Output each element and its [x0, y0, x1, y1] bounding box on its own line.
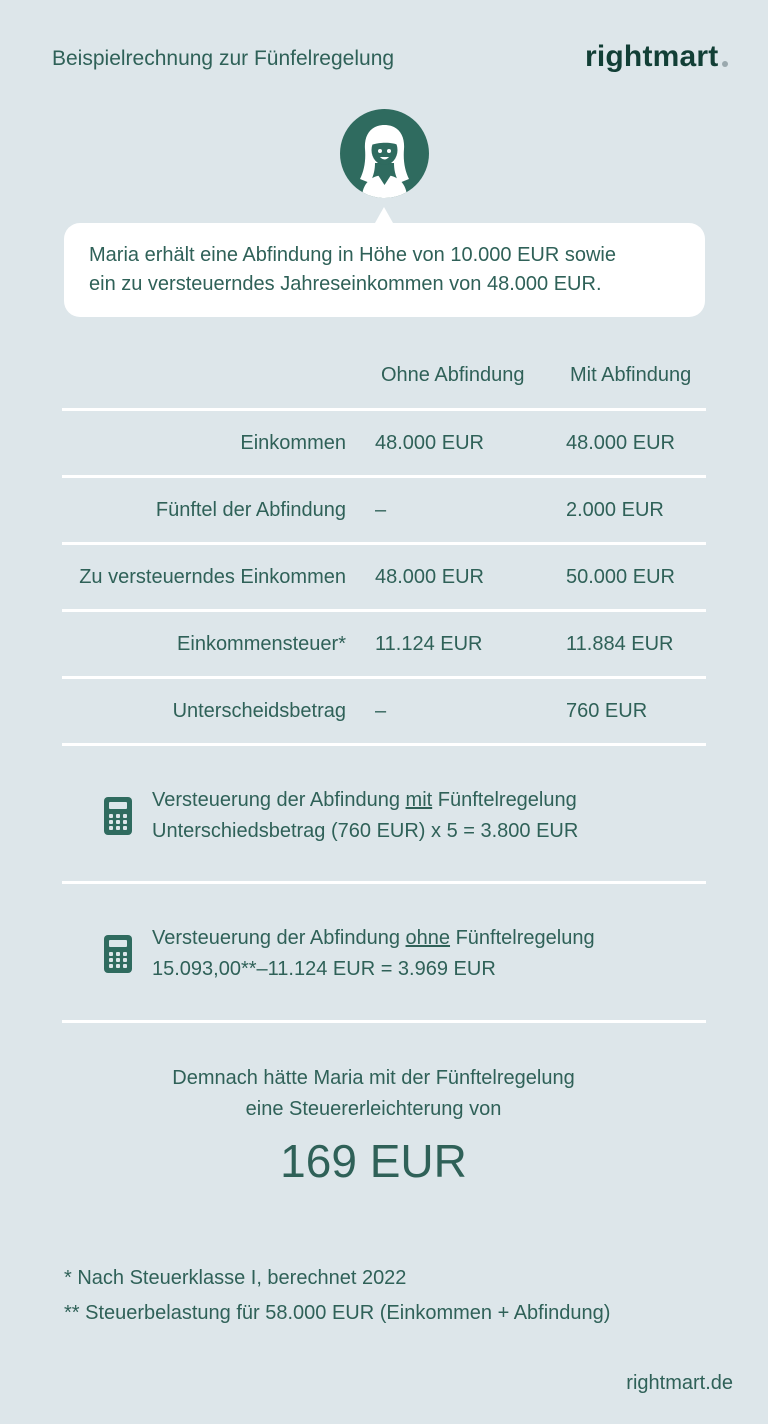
savings-amount: 169 EUR	[280, 1135, 467, 1187]
calculator-key	[123, 964, 127, 968]
calc-without-block	[152, 923, 595, 985]
calculator-key	[109, 964, 113, 968]
calc-with-emphasis: mit	[405, 789, 433, 811]
row-value-mit: 50.000 EUR	[566, 566, 675, 588]
intro-line-2: ein zu versteuerndes Jahreseinkommen von 48.000 EUR.	[89, 273, 602, 295]
row-value-ohne: 48.000 EUR	[375, 432, 484, 454]
table-row	[0, 612, 768, 676]
calculator-key	[116, 826, 120, 830]
calc-without-suffix: Fünftelregelung	[450, 927, 595, 949]
calc-with-block	[152, 785, 578, 847]
calculator-screen	[109, 940, 127, 947]
logo-text: rightmart	[585, 40, 719, 73]
column-header-mit: Mit Abfindung	[570, 364, 692, 386]
speech-bubble-tip	[375, 207, 393, 223]
calculator-key	[123, 814, 127, 818]
calculator-key	[109, 826, 113, 830]
divider	[62, 1020, 706, 1023]
intro-speech-bubble	[64, 223, 705, 317]
calculator-icon	[104, 935, 132, 973]
calculator-key	[123, 952, 127, 956]
calculator-key	[109, 958, 113, 962]
table-row	[0, 679, 768, 743]
woman-avatar-icon	[340, 109, 429, 198]
calc-without-formula: 15.093,00**–11.124 EUR = 3.969 EUR	[152, 958, 496, 980]
calculator-key	[116, 952, 120, 956]
calculator-key	[109, 820, 113, 824]
conclusion-text	[0, 1063, 747, 1125]
row-value-mit: 2.000 EUR	[566, 499, 664, 521]
calculator-icon	[104, 797, 132, 835]
row-value-ohne: 48.000 EUR	[375, 566, 484, 588]
calculator-key	[116, 820, 120, 824]
rightmart-logo[interactable]	[585, 40, 718, 74]
calc-with-heading	[152, 785, 578, 816]
calculator-key	[123, 958, 127, 962]
row-value-mit: 48.000 EUR	[566, 432, 675, 454]
intro-line-1: Maria erhält eine Abfindung in Höhe von 10.000 EUR sowie	[89, 244, 616, 266]
footnote-1: * Nach Steuerklasse I, berechnet 2022	[64, 1267, 407, 1289]
calculator-key	[116, 814, 120, 818]
calculator-screen	[109, 802, 127, 809]
calculator-key	[116, 964, 120, 968]
footnote-2: ** Steuerbelastung für 58.000 EUR (Einkommen + Abfindung)	[64, 1302, 611, 1324]
row-label: Zu versteuerndes Einkommen	[79, 566, 346, 588]
row-label: Fünftel der Abfindung	[155, 499, 346, 521]
conclusion-line-2: eine Steuererleichterung von	[245, 1098, 502, 1120]
page-title: Beispielrechnung zur Fünfelregelung	[52, 47, 395, 70]
table-row	[0, 478, 768, 542]
calc-without-heading	[152, 923, 595, 954]
row-value-ohne: 11.124 EUR	[375, 633, 483, 655]
row-label: Einkommensteuer*	[177, 633, 346, 655]
row-label: Einkommen	[240, 432, 346, 454]
calculator-key	[109, 952, 113, 956]
row-value-ohne: –	[375, 700, 387, 722]
calc-with-prefix: Versteuerung der Abfindung	[152, 789, 406, 811]
row-value-mit: 760 EUR	[566, 700, 648, 722]
divider	[62, 743, 706, 746]
conclusion-line-1: Demnach hätte Maria mit der Fünftelregelung	[172, 1067, 575, 1089]
divider	[62, 881, 706, 884]
logo-dot	[722, 61, 728, 67]
calculator-key	[123, 820, 127, 824]
row-value-ohne: –	[375, 499, 387, 521]
calc-without-prefix: Versteuerung der Abfindung	[152, 927, 406, 949]
table-row	[0, 545, 768, 609]
website-link[interactable]: rightmart.de	[626, 1372, 733, 1394]
calc-with-suffix: Fünftelregelung	[432, 789, 577, 811]
calculator-key	[116, 958, 120, 962]
calculator-key	[123, 826, 127, 830]
calc-with-formula: Unterschiedsbetrag (760 EUR) x 5 = 3.800 EUR	[152, 820, 579, 842]
row-label: Unterscheidsbetrag	[172, 700, 346, 722]
calculator-key	[109, 814, 113, 818]
calc-without-emphasis: ohne	[405, 927, 451, 949]
row-value-mit: 11.884 EUR	[566, 633, 674, 655]
table-row	[0, 411, 768, 475]
column-header-ohne: Ohne Abfindung	[381, 364, 525, 386]
